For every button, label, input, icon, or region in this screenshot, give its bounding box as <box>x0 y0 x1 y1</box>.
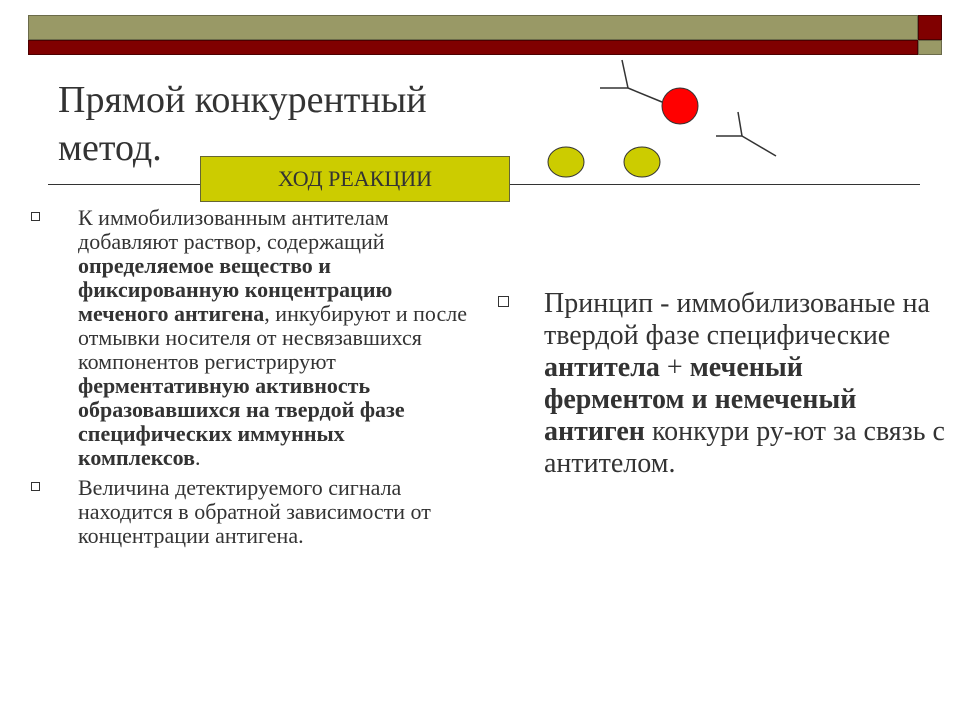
bold-text: определяемое вещество и фиксированную концентрацию меченого антигена <box>78 253 393 326</box>
bold-text: ферментативную активность образовавшихся на твердой фазе специфических иммунных комплексов <box>78 373 405 470</box>
bold-text: меченый ферментом и немеченый антиген <box>544 352 857 447</box>
bullet-square-icon <box>31 482 40 491</box>
antigen-yellow-ellipse-2 <box>624 147 660 177</box>
antibody-line-3 <box>628 88 662 102</box>
antibody-line-6 <box>742 136 776 156</box>
left-bullet-1: К иммобилизованным антителам добавляют раствор, содержащий определяемое вещество и фиксированную концентрацию меченого антигена, инкубируют и после отмывки носителя от несвязавшихся компонентов регистрируют ферментативную активность образовавшихся на твердой фазе специфических иммунных комплексов. <box>28 206 468 470</box>
right-bullet: Принцип - иммобилизованые на твердой фазе специфические антитела + меченый ферментом и немеченый антиген конкури ру-ют за связь с антителом. <box>494 288 950 480</box>
title-line-2: метод. <box>58 127 162 169</box>
antibody-line-4 <box>738 112 742 136</box>
title-line-1: Прямой конкурентный <box>58 79 427 121</box>
reaction-label-box <box>200 156 510 202</box>
reaction-label-text: ХОД РЕАКЦИИ <box>278 166 432 191</box>
bullet-square-icon <box>31 212 40 221</box>
left-bullet-2: Величина детектируемого сигнала находится в обратной зависимости от концентрации антигена. <box>28 476 468 548</box>
bullet-square-icon <box>498 296 509 307</box>
antigen-yellow-ellipse-1 <box>548 147 584 177</box>
labeled-antigen-red-circle <box>662 88 698 124</box>
left-bullet-list <box>28 206 468 554</box>
bold-text: антитела <box>544 352 660 383</box>
antibody-line-1 <box>622 60 628 88</box>
